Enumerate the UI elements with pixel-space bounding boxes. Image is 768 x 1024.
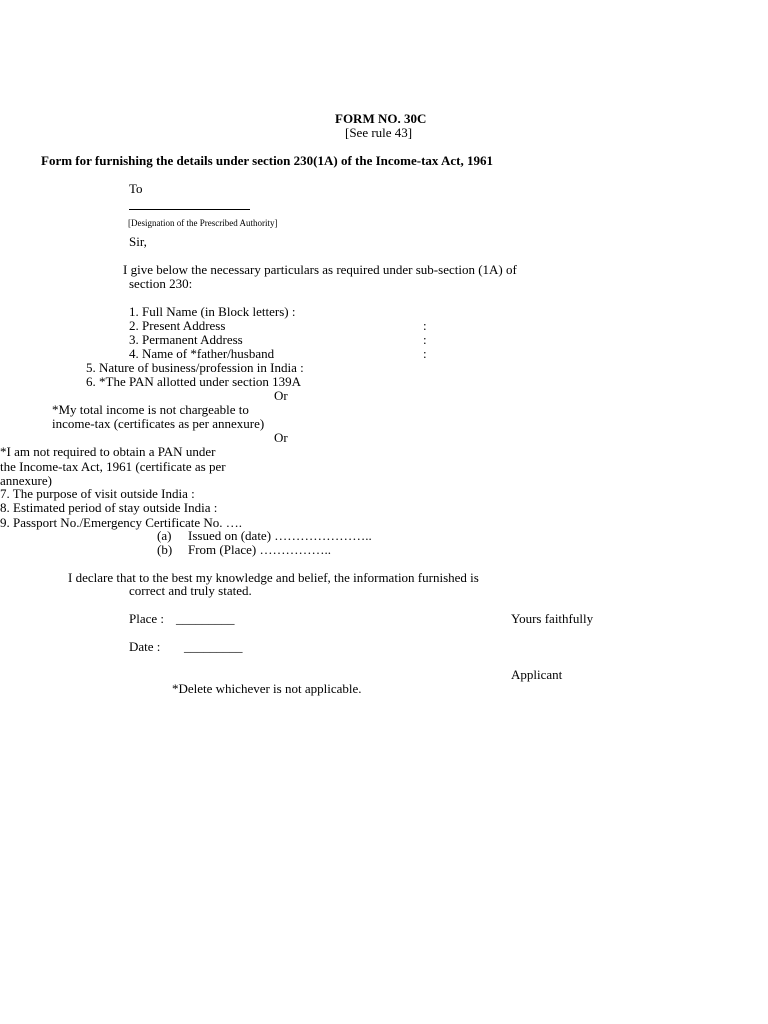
intro-line-2: section 230: (129, 276, 193, 291)
salutation: Sir, (129, 234, 147, 249)
to-label: To (129, 181, 143, 196)
field-purpose: 7. The purpose of visit outside India : (0, 486, 195, 501)
closing-yours-faithfully: Yours faithfully (511, 611, 594, 626)
place-label: Place : (129, 611, 165, 626)
intro-line-1: I give below the necessary particulars as required under sub-section (1A) of (123, 262, 517, 277)
field-present-address: 2. Present Address (129, 318, 226, 333)
rule-reference: [See rule 43] (345, 125, 413, 140)
or-separator: Or (274, 388, 288, 403)
colon: : (423, 318, 427, 333)
form-title: Form for furnishing the details under section 230(1A) of the Income-tax Act, 1961 (41, 153, 493, 168)
alt-pan-line-1: *I am not required to obtain a PAN under (0, 444, 216, 459)
field-stay-period: 8. Estimated period of stay outside India : (0, 500, 218, 515)
date-blank: _________ (184, 639, 243, 654)
date-label: Date : (129, 639, 161, 654)
alt-income-line-2: income-tax (certificates as per annexure) (52, 416, 265, 431)
colon: : (423, 346, 427, 361)
declaration-line-1: I declare that to the best my knowledge and belief, the information furnished is (68, 570, 479, 585)
field-passport: 9. Passport No./Emergency Certificate No. …. (0, 515, 243, 530)
field-father-husband: 4. Name of *father/husband (129, 346, 275, 361)
sub-a-label: (a) (157, 528, 172, 543)
field-full-name: 1. Full Name (in Block letters) : (129, 304, 296, 319)
sub-b-from-place: From (Place) …………….. (188, 542, 331, 557)
sub-b-label: (b) (157, 542, 173, 557)
or-separator: Or (274, 430, 288, 445)
colon: : (423, 332, 427, 347)
alt-pan-line-2: the Income-tax Act, 1961 (certificate as per (0, 459, 226, 474)
place-blank: _________ (176, 611, 235, 626)
authority-blank-line (129, 209, 250, 210)
applicant-label: Applicant (511, 667, 563, 682)
declaration-line-2: correct and truly stated. (129, 583, 252, 598)
alt-pan-line-3: annexure) (0, 473, 52, 488)
field-pan: 6. *The PAN allotted under section 139A (86, 374, 302, 389)
alt-income-line-1: *My total income is not chargeable to (52, 402, 249, 417)
field-permanent-address: 3. Permanent Address (129, 332, 243, 347)
form-number: FORM NO. 30C (335, 111, 427, 126)
footnote: *Delete whichever is not applicable. (172, 681, 362, 696)
sub-a-issued-on: Issued on (date) ………………….. (188, 528, 372, 543)
designation-caption: [Designation of the Prescribed Authority] (128, 218, 278, 228)
field-business: 5. Nature of business/profession in India : (86, 360, 304, 375)
